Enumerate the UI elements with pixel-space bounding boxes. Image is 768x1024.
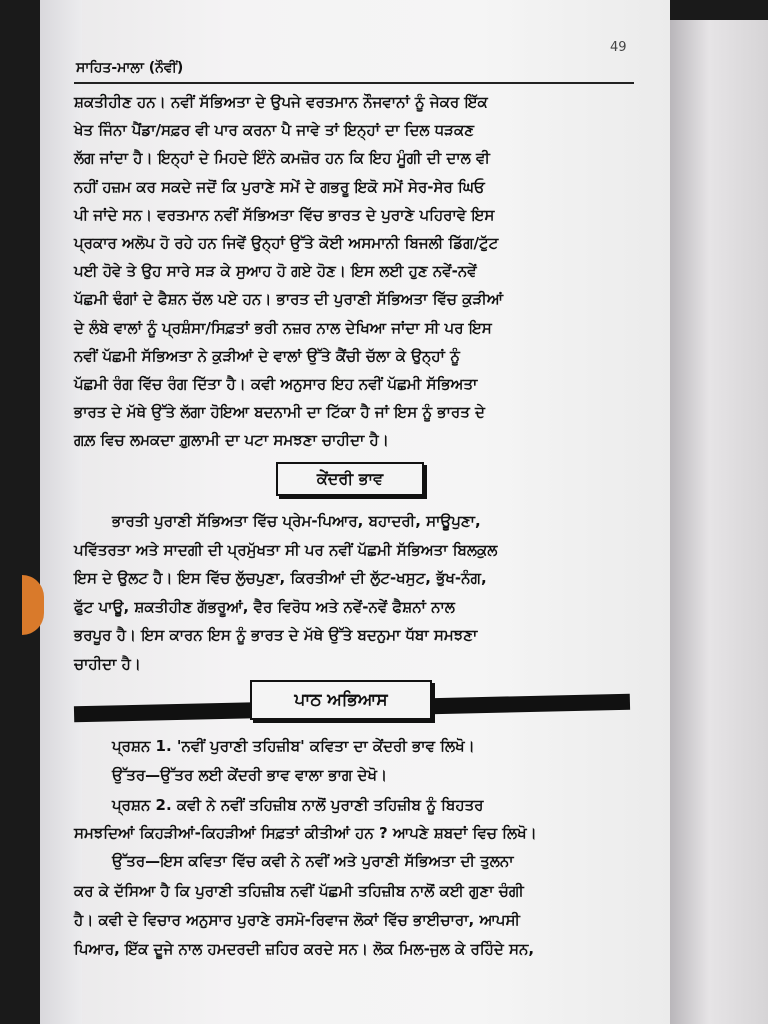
section-heading: ਕੇਂਦਰੀ ਭਾਵ: [316, 469, 384, 488]
exercise-line: ਕਰ ਕੇ ਦੱਸਿਆ ਹੈ ਕਿ ਪੁਰਾਣੀ ਤਹਿਜ਼ੀਬ ਨਵੀਂ ਪੱਛਮੀ ਤਹਿਜ਼ੀਬ ਨਾਲੋਂ ਕਈ ਗੁਣਾ ਚੰਗੀ: [74, 882, 524, 900]
text-line: ਫੁੱਟ ਪਾਊ, ਸ਼ਕਤੀਹੀਣ ਗੱਭਰੂਆਂ, ਵੈਰ ਵਿਰੋਧ ਅਤੇ ਨਵੇਂ-ਨਵੇਂ ਫੈਸ਼ਨਾਂ ਨਾਲ: [74, 597, 455, 616]
text-line: ਪਈ ਹੋਵੇ ਤੇ ਉਹ ਸਾਰੇ ਸੜ ਕੇ ਸੁਆਹ ਹੋ ਗਏ ਹੋਣ। ਇਸ ਲਈ ਹੁਣ ਨਵੇਂ-ਨਵੇਂ: [74, 262, 477, 281]
exercise-line: ਪ੍ਰਸ਼ਨ 1. 'ਨਵੀਂ ਪੁਰਾਣੀ ਤਹਿਜ਼ੀਬ' ਕਵਿਤਾ ਦਾ ਕੇਂਦਰੀ ਭਾਵ ਲਿਖੋ।: [112, 737, 475, 755]
header-rule: [74, 82, 634, 84]
text-line: ਪਵਿੱਤਰਤਾ ਅਤੇ ਸਾਦਗੀ ਦੀ ਪ੍ਰਮੁੱਖਤਾ ਸੀ ਪਰ ਨਵੀਂ ਪੱਛਮੀ ਸੱਭਿਅਤਾ ਬਿਲਕੁਲ: [74, 540, 498, 559]
text-line: ਪ੍ਰਕਾਰ ਅਲੋਪ ਹੋ ਰਹੇ ਹਨ ਜਿਵੇਂ ਉਨ੍ਹਾਂ ਉੱਤੇ ਕੋਈ ਅਸਮਾਨੀ ਬਿਜਲੀ ਡਿੱਗ/ਟੁੱਟ: [74, 234, 499, 252]
text-line: ਨਹੀਂ ਹਜ਼ਮ ਕਰ ਸਕਦੇ ਜਦੋਂ ਕਿ ਪੁਰਾਣੇ ਸਮੇਂ ਦੇ ਗਭਰੂ ਇਕੋ ਸਮੇਂ ਸੇਰ-ਸੇਰ ਘਿਓ: [74, 177, 485, 196]
page-number: 49: [610, 40, 627, 55]
exercise-heading-box: [250, 680, 432, 720]
exercise-heading: ਪਾਠ ਅਭਿਆਸ: [294, 690, 388, 710]
text-line: ਖੇਤ ਜਿੰਨਾ ਪੈਂਡਾ/ਸਫ਼ਰ ਵੀ ਪਾਰ ਕਰਨਾ ਪੈ ਜਾਵੇ ਤਾਂ ਇਨ੍ਹਾਂ ਦਾ ਦਿਲ ਧੜਕਣ: [74, 121, 474, 140]
text-line: ਪੱਛਮੀ ਰੰਗ ਵਿੱਚ ਰੰਗ ਦਿੱਤਾ ਹੈ। ਕਵੀ ਅਨੁਸਾਰ ਇਹ ਨਵੀਂ ਪੱਛਮੀ ਸੱਭਿਅਤਾ: [74, 375, 478, 393]
text-line: ਭਾਰਤ ਦੇ ਮੱਥੇ ਉੱਤੇ ਲੱਗਾ ਹੋਇਆ ਬਦਨਾਮੀ ਦਾ ਟਿੱਕਾ ਹੈ ਜਾਂ ਇਸ ਨੂੰ ਭਾਰਤ ਦੇ: [74, 403, 485, 422]
text-line: ਦੇ ਲੰਬੇ ਵਾਲਾਂ ਨੂੰ ਪ੍ਰਸ਼ੰਸਾ/ਸਿਫ਼ਤਾਂ ਭਰੀ ਨਜ਼ਰ ਨਾਲ ਦੇਖਿਆ ਜਾਂਦਾ ਸੀ ਪਰ ਇਸ: [74, 318, 492, 337]
text-line: ਗਲ਼ ਵਿਚ ਲਮਕਦਾ ਗ਼ੁਲਾਮੀ ਦਾ ਪਟਾ ਸਮਝਣਾ ਚਾਹੀਦਾ ਹੈ।: [74, 431, 389, 450]
text-line: ਇਸ ਦੇ ਉਲਟ ਹੈ। ਇਸ ਵਿੱਚ ਲੁੱਚਪੁਣਾ, ਕਿਰਤੀਆਂ ਦੀ ਲੁੱਟ-ਖਸੁਟ, ਭੁੱਖ-ਨੰਗ,: [74, 569, 487, 587]
section-heading-box: [276, 462, 424, 496]
exercise-line: ਪਿਆਰ, ਇੱਕ ਦੂਜੇ ਨਾਲ ਹਮਦਰਦੀ ਜ਼ਹਿਰ ਕਰਦੇ ਸਨ। ਲੋਕ ਮਿਲ-ਜੁਲ ਕੇ ਰਹਿੰਦੇ ਸਨ,: [74, 940, 535, 958]
text-line: ਲੱਗ ਜਾਂਦਾ ਹੈ। ਇਨ੍ਹਾਂ ਦੇ ਮਿਹਦੇ ਇੰਨੇ ਕਮਜ਼ੋਰ ਹਨ ਕਿ ਇਹ ਮੂੰਗੀ ਦੀ ਦਾਲ ਵੀ: [74, 149, 490, 168]
exercise-line: ਉੱਤਰ—ਇਸ ਕਵਿਤਾ ਵਿੱਚ ਕਵੀ ਨੇ ਨਵੀਂ ਅਤੇ ਪੁਰਾਣੀ ਸੱਭਿਅਤਾ ਦੀ ਤੁਲਨਾ: [112, 852, 514, 870]
text-line: ਭਾਰਤੀ ਪੁਰਾਣੀ ਸੱਭਿਅਤਾ ਵਿੱਚ ਪ੍ਰੇਮ-ਪਿਆਰ, ਬਹਾਦਰੀ, ਸਾਊਪੁਣਾ,: [112, 512, 481, 530]
exercise-line: ਸਮਝਦਿਆਂ ਕਿਹੜੀਆਂ-ਕਿਹੜੀਆਂ ਸਿਫ਼ਤਾਂ ਕੀਤੀਆਂ ਹਨ ? ਆਪਣੇ ਸ਼ਬਦਾਂ ਵਿਚ ਲਿਖੋ।: [74, 824, 537, 842]
text-line: ਭਰਪੂਰ ਹੈ। ਇਸ ਕਾਰਨ ਇਸ ਨੂੰ ਭਾਰਤ ਦੇ ਮੱਥੇ ਉੱਤੇ ਬਦਨੁਮਾ ਧੱਬਾ ਸਮਝਣਾ: [74, 626, 478, 644]
exercise-line: ਉੱਤਰ—ਉੱਤਰ ਲਈ ਕੇਂਦਰੀ ਭਾਵ ਵਾਲਾ ਭਾਗ ਦੇਖੋ।: [112, 766, 388, 784]
running-head: ਸਾਹਿਤ-ਮਾਲਾ (ਨੌਵੀਂ): [76, 60, 184, 76]
facing-page: [670, 20, 768, 1024]
text-line: ਚਾਹੀਦਾ ਹੈ।: [74, 654, 141, 673]
text-line: ਨਵੀਂ ਪੱਛਮੀ ਸੱਭਿਅਤਾ ਨੇ ਕੁੜੀਆਂ ਦੇ ਵਾਲਾਂ ਉੱਤੇ ਕੈਂਚੀ ਚੱਲਾ ਕੇ ਉਨ੍ਹਾਂ ਨੂੰ: [74, 346, 460, 365]
text-line: ਪੀ ਜਾਂਦੇ ਸਨ। ਵਰਤਮਾਨ ਨਵੀਂ ਸੱਭਿਅਤਾ ਵਿੱਚ ਭਾਰਤ ਦੇ ਪੁਰਾਣੇ ਪਹਿਰਾਵੇ ਇਸ: [74, 205, 495, 224]
exercise-line: ਹੈ। ਕਵੀ ਦੇ ਵਿਚਾਰ ਅਨੁਸਾਰ ਪੁਰਾਣੇ ਰਸਮੋ-ਰਿਵਾਜ ਲੋਕਾਂ ਵਿੱਚ ਭਾਈਚਾਰਾ, ਆਪਸੀ: [74, 911, 520, 929]
text-line: ਸ਼ਕਤੀਹੀਣ ਹਨ। ਨਵੀਂ ਸੱਭਿਅਤਾ ਦੇ ਉਪਜੇ ਵਰਤਮਾਨ ਨੌਜਵਾਨਾਂ ਨੂੰ ਜੇਕਰ ਇੱਕ: [74, 93, 488, 111]
exercise-line: ਪ੍ਰਸ਼ਨ 2. ਕਵੀ ਨੇ ਨਵੀਂ ਤਹਿਜ਼ੀਬ ਨਾਲੋਂ ਪੁਰਾਣੀ ਤਹਿਜ਼ੀਬ ਨੂੰ ਬਿਹਤਰ: [112, 796, 484, 814]
text-line: ਪੱਛਮੀ ਢੰਗਾਂ ਦੇ ਫੈਸ਼ਨ ਚੱਲ ਪਏ ਹਨ। ਭਾਰਤ ਦੀ ਪੁਰਾਣੀ ਸੱਭਿਅਤਾ ਵਿੱਚ ਕੁੜੀਆਂ: [74, 290, 504, 309]
